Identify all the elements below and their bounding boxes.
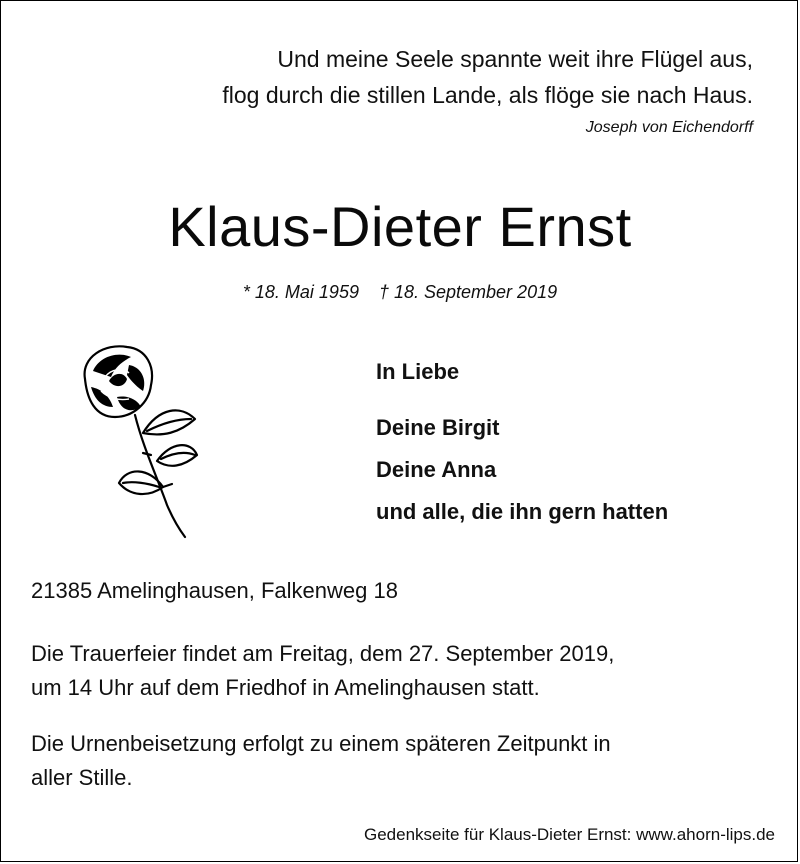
mourner-name: und alle, die ihn gern hatten <box>376 499 669 524</box>
family-address: 21385 Amelinghausen, Falkenweg 18 <box>31 578 398 603</box>
poem-line-2: flog durch die stillen Lande, als flöge sie nach Haus. <box>222 82 753 108</box>
service-line-1: Die Trauerfeier findet am Freitag, dem 27. September 2019, <box>31 641 615 666</box>
memorial-page-footer: Gedenkseite für Klaus-Dieter Ernst: www.ahorn-lips.de <box>363 825 775 844</box>
birth-date: * 18. Mai 1959 <box>242 282 359 302</box>
life-dates <box>1 279 799 305</box>
service-line-2: um 14 Uhr auf dem Friedhof in Amelinghausen statt. <box>31 675 540 700</box>
poem-line-1: Und meine Seele spannte weit ihre Flügel aus, <box>277 46 753 72</box>
mourner-name: Deine Anna <box>376 457 497 482</box>
burial-line-1: Die Urnenbeisetzung erfolgt zu einem späteren Zeitpunkt in <box>31 731 611 756</box>
mourners-block <box>376 351 668 533</box>
death-date: † 18. September 2019 <box>378 282 558 302</box>
urn-burial-text <box>31 727 781 795</box>
poem-quote <box>222 41 753 141</box>
mourner-name: Deine Birgit <box>376 415 500 440</box>
poem-author: Joseph von Eichendorff <box>585 119 753 136</box>
rose-icon <box>71 337 201 543</box>
burial-line-2: aller Stille. <box>31 765 133 790</box>
funeral-service-text <box>31 637 781 705</box>
deceased-name: Klaus-Dieter Ernst <box>168 195 632 258</box>
mourners-intro: In Liebe <box>376 359 460 384</box>
